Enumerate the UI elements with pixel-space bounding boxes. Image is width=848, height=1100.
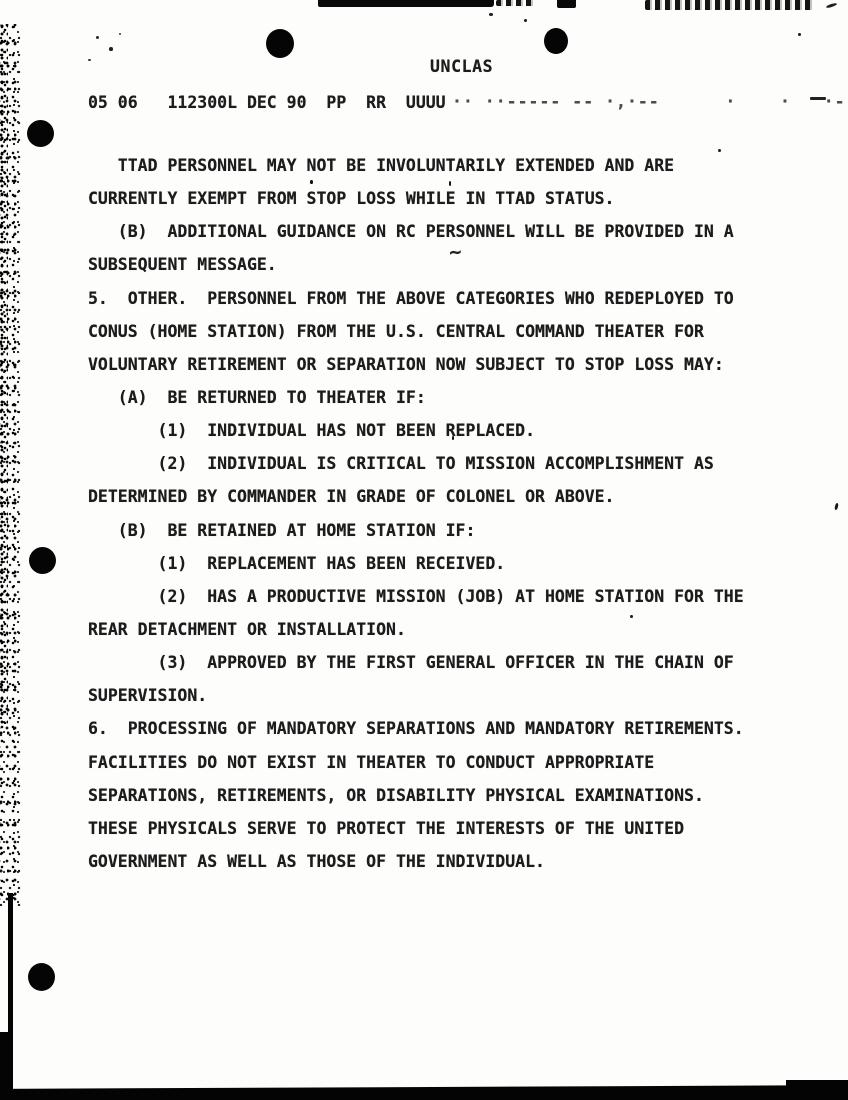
scan-top-edge-artifact	[557, 0, 576, 8]
body-line: (2) INDIVIDUAL IS CRITICAL TO MISSION ACCOMPLISHMENT AS	[88, 454, 714, 474]
message-body	[88, 149, 744, 878]
stray-speck	[88, 59, 91, 61]
body-line: (1) INDIVIDUAL HAS NOT BEEN REPLACED.	[88, 421, 536, 441]
punch-hole-dot	[544, 28, 568, 54]
body-line: REAR DETACHMENT OR INSTALLATION.	[88, 619, 406, 639]
body-line: (1) REPLACEMENT HAS BEEN RECEIVED.	[88, 553, 506, 573]
punch-hole-dot	[27, 120, 54, 147]
body-line: CURRENTLY EXEMPT FROM STOP LOSS WHILE IN TTAD STATUS.	[88, 189, 615, 209]
handwritten-tilde-mark: ~	[447, 239, 463, 265]
scan-top-edge-smudge	[645, 0, 813, 10]
body-line: (B) ADDITIONAL GUIDANCE ON RC PERSONNEL WILL BE PROVIDED IN A	[88, 222, 734, 242]
body-line: (3) APPROVED BY THE FIRST GENERAL OFFICER IN THE CHAIN OF	[88, 653, 734, 673]
body-line: VOLUNTARY RETIREMENT OR SEPARATION NOW SUBJECT TO STOP LOSS MAY:	[88, 354, 724, 374]
punch-hole-dot	[29, 547, 56, 574]
message-header-line: 05 06 112300L DEC 90 PP RR UUUU	[88, 93, 446, 112]
body-line: (2) HAS A PRODUCTIVE MISSION (JOB) AT HOME STATION FOR THE	[88, 586, 744, 606]
scan-top-edge-artifact	[496, 0, 534, 6]
classification-label: UNCLAS	[430, 57, 494, 76]
stray-speck	[109, 47, 113, 51]
punch-hole-dot	[28, 963, 55, 991]
body-line: (B) BE RETAINED AT HOME STATION IF:	[88, 520, 476, 540]
body-line: THESE PHYSICALS SERVE TO PROTECT THE INTERESTS OF THE UNITED	[88, 818, 685, 838]
body-line: SEPARATIONS, RETIREMENTS, OR DISABILITY PHYSICAL EXAMINATIONS.	[88, 785, 704, 805]
header-smudge-noise: ·· ··----- -- ·,·-- · · ·-	[452, 92, 846, 111]
stray-speck	[489, 13, 493, 16]
stray-dash-mark	[826, 2, 837, 8]
body-line: DETERMINED BY COMMANDER IN GRADE OF COLONEL OR ABOVE.	[88, 487, 615, 507]
scan-bottom-right-artifact	[786, 1080, 848, 1100]
stray-speck	[119, 33, 121, 35]
body-line: FACILITIES DO NOT EXIST IN THEATER TO CONDUCT APPROPRIATE	[88, 752, 655, 772]
stray-speck	[798, 33, 801, 36]
body-line: 5. OTHER. PERSONNEL FROM THE ABOVE CATEGORIES WHO REDEPLOYED TO	[88, 288, 734, 308]
scan-left-edge-noise	[0, 24, 8, 724]
scan-top-edge-artifact	[318, 0, 494, 7]
punch-hole-dot	[266, 29, 294, 58]
scan-left-edge-line	[8, 893, 13, 1100]
body-line: GOVERNMENT AS WELL AS THOSE OF THE INDIVIDUAL.	[88, 851, 545, 871]
body-line: SUPERVISION.	[88, 686, 208, 706]
body-line: SUBSEQUENT MESSAGE.	[88, 255, 277, 275]
stray-speck	[96, 36, 99, 39]
body-line: TTAD PERSONNEL MAY NOT BE INVOLUNTARILY EXTENDED AND ARE	[88, 156, 675, 175]
body-line: (A) BE RETURNED TO THEATER IF:	[88, 387, 426, 407]
body-line: CONUS (HOME STATION) FROM THE U.S. CENTRAL COMMAND THEATER FOR	[88, 321, 704, 341]
body-line: 6. PROCESSING OF MANDATORY SEPARATIONS AND MANDATORY RETIREMENTS.	[88, 719, 744, 739]
scan-bottom-edge-artifact	[0, 1085, 848, 1100]
stray-comma-mark	[834, 503, 839, 511]
stray-speck	[524, 19, 527, 22]
